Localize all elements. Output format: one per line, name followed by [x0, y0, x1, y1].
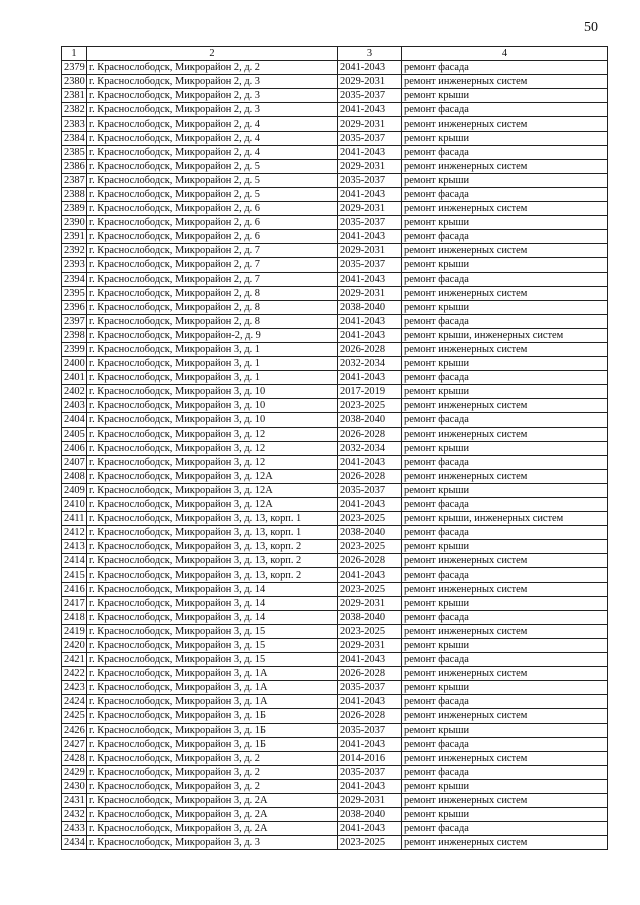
work-type-cell: ремонт инженерных систем — [402, 836, 608, 850]
table-row — [62, 596, 608, 610]
row-number: 2421 — [62, 653, 87, 667]
row-number: 2386 — [62, 159, 87, 173]
work-type-cell: ремонт фасада — [402, 695, 608, 709]
address-cell: г. Краснослободск, Микрорайон 2, д. 8 — [87, 286, 338, 300]
work-type-cell: ремонт инженерных систем — [402, 342, 608, 356]
work-type-cell: ремонт инженерных систем — [402, 399, 608, 413]
row-number: 2406 — [62, 441, 87, 455]
row-number: 2425 — [62, 709, 87, 723]
table-row — [62, 455, 608, 469]
address-cell: г. Краснослободск, Микрорайон 2, д. 3 — [87, 103, 338, 117]
row-number: 2396 — [62, 300, 87, 314]
period-cell: 2041-2043 — [338, 272, 402, 286]
table-row — [62, 554, 608, 568]
table-row — [62, 610, 608, 624]
work-type-cell: ремонт инженерных систем — [402, 709, 608, 723]
work-type-cell: ремонт инженерных систем — [402, 159, 608, 173]
table-row — [62, 469, 608, 483]
period-cell: 2026-2028 — [338, 342, 402, 356]
period-cell: 2023-2025 — [338, 540, 402, 554]
row-number: 2430 — [62, 779, 87, 793]
row-number: 2383 — [62, 117, 87, 131]
table-row — [62, 258, 608, 272]
table-row — [62, 244, 608, 258]
row-number: 2415 — [62, 568, 87, 582]
address-cell: г. Краснослободск, Микрорайон 2, д. 4 — [87, 145, 338, 159]
row-number: 2399 — [62, 342, 87, 356]
period-cell: 2035-2037 — [338, 216, 402, 230]
table-row — [62, 808, 608, 822]
table-row — [62, 540, 608, 554]
table-row — [62, 667, 608, 681]
row-number: 2379 — [62, 61, 87, 75]
period-cell: 2026-2028 — [338, 427, 402, 441]
row-number: 2394 — [62, 272, 87, 286]
period-cell: 2038-2040 — [338, 610, 402, 624]
table-row — [62, 117, 608, 131]
period-cell: 2029-2031 — [338, 286, 402, 300]
work-type-cell: ремонт фасада — [402, 455, 608, 469]
row-number: 2424 — [62, 695, 87, 709]
period-cell: 2035-2037 — [338, 173, 402, 187]
row-number: 2400 — [62, 357, 87, 371]
address-cell: г. Краснослободск, Микрорайон 3, д. 13, корп. 2 — [87, 568, 338, 582]
row-number: 2397 — [62, 314, 87, 328]
row-number: 2404 — [62, 413, 87, 427]
row-number: 2427 — [62, 737, 87, 751]
table-row — [62, 328, 608, 342]
work-type-cell: ремонт крыши — [402, 131, 608, 145]
period-cell: 2041-2043 — [338, 145, 402, 159]
work-type-cell: ремонт крыши — [402, 638, 608, 652]
work-type-cell: ремонт инженерных систем — [402, 469, 608, 483]
work-type-cell: ремонт крыши — [402, 216, 608, 230]
row-number: 2384 — [62, 131, 87, 145]
table-row — [62, 498, 608, 512]
address-cell: г. Краснослободск, Микрорайон 3, д. 1А — [87, 681, 338, 695]
table-row — [62, 75, 608, 89]
period-cell: 2041-2043 — [338, 230, 402, 244]
period-cell: 2041-2043 — [338, 779, 402, 793]
address-cell: г. Краснослободск, Микрорайон 3, д. 12А — [87, 469, 338, 483]
work-type-cell: ремонт инженерных систем — [402, 667, 608, 681]
address-cell: г. Краснослободск, Микрорайон 3, д. 1Б — [87, 723, 338, 737]
work-type-cell: ремонт фасада — [402, 822, 608, 836]
address-cell: г. Краснослободск, Микрорайон 2, д. 6 — [87, 202, 338, 216]
work-type-cell: ремонт фасада — [402, 737, 608, 751]
work-type-cell: ремонт фасада — [402, 413, 608, 427]
row-number: 2434 — [62, 836, 87, 850]
table-row — [62, 441, 608, 455]
period-cell: 2041-2043 — [338, 187, 402, 201]
row-number: 2403 — [62, 399, 87, 413]
work-type-cell: ремонт фасада — [402, 145, 608, 159]
work-type-cell: ремонт фасада — [402, 272, 608, 286]
table-row — [62, 61, 608, 75]
address-cell: г. Краснослободск, Микрорайон 2, д. 5 — [87, 187, 338, 201]
period-cell: 2035-2037 — [338, 483, 402, 497]
table-row — [62, 638, 608, 652]
work-type-cell: ремонт инженерных систем — [402, 286, 608, 300]
table-row — [62, 723, 608, 737]
address-cell: г. Краснослободск, Микрорайон 3, д. 10 — [87, 399, 338, 413]
work-type-cell: ремонт фасада — [402, 653, 608, 667]
row-number: 2395 — [62, 286, 87, 300]
work-type-cell: ремонт инженерных систем — [402, 793, 608, 807]
period-cell: 2029-2031 — [338, 202, 402, 216]
address-cell: г. Краснослободск, Микрорайон 3, д. 13, корп. 2 — [87, 554, 338, 568]
period-cell: 2038-2040 — [338, 413, 402, 427]
row-number: 2410 — [62, 498, 87, 512]
address-cell: г. Краснослободск, Микрорайон 3, д. 12А — [87, 498, 338, 512]
address-cell: г. Краснослободск, Микрорайон 3, д. 1Б — [87, 737, 338, 751]
period-cell: 2041-2043 — [338, 695, 402, 709]
work-type-cell: ремонт инженерных систем — [402, 751, 608, 765]
address-cell: г. Краснослободск, Микрорайон 3, д. 3 — [87, 836, 338, 850]
address-cell: г. Краснослободск, Микрорайон 3, д. 2А — [87, 822, 338, 836]
work-type-cell: ремонт фасада — [402, 568, 608, 582]
row-number: 2420 — [62, 638, 87, 652]
work-type-cell: ремонт фасада — [402, 230, 608, 244]
work-type-cell: ремонт крыши — [402, 173, 608, 187]
period-cell: 2029-2031 — [338, 117, 402, 131]
period-cell: 2026-2028 — [338, 709, 402, 723]
table-row — [62, 695, 608, 709]
row-number: 2391 — [62, 230, 87, 244]
table-row — [62, 202, 608, 216]
row-number: 2426 — [62, 723, 87, 737]
address-cell: г. Краснослободск, Микрорайон 2, д. 4 — [87, 131, 338, 145]
row-number: 2388 — [62, 187, 87, 201]
row-number: 2390 — [62, 216, 87, 230]
row-number: 2387 — [62, 173, 87, 187]
row-number: 2382 — [62, 103, 87, 117]
work-type-cell: ремонт крыши — [402, 89, 608, 103]
work-type-cell: ремонт крыши — [402, 779, 608, 793]
row-number: 2389 — [62, 202, 87, 216]
address-cell: г. Краснослободск, Микрорайон 2, д. 7 — [87, 272, 338, 286]
period-cell: 2023-2025 — [338, 582, 402, 596]
work-type-cell: ремонт крыши, инженерных систем — [402, 512, 608, 526]
period-cell: 2017-2019 — [338, 385, 402, 399]
period-cell: 2029-2031 — [338, 244, 402, 258]
table-header — [62, 47, 608, 61]
address-cell: г. Краснослободск, Микрорайон 3, д. 15 — [87, 653, 338, 667]
address-cell: г. Краснослободск, Микрорайон 3, д. 14 — [87, 596, 338, 610]
address-cell: г. Краснослободск, Микрорайон 2, д. 5 — [87, 173, 338, 187]
address-cell: г. Краснослободск, Микрорайон 2, д. 3 — [87, 89, 338, 103]
table-row — [62, 512, 608, 526]
period-cell: 2029-2031 — [338, 793, 402, 807]
work-type-cell: ремонт фасада — [402, 61, 608, 75]
address-cell: г. Краснослободск, Микрорайон 3, д. 1Б — [87, 709, 338, 723]
work-type-cell: ремонт крыши — [402, 300, 608, 314]
row-number: 2431 — [62, 793, 87, 807]
table-row — [62, 427, 608, 441]
row-number: 2428 — [62, 751, 87, 765]
row-number: 2398 — [62, 328, 87, 342]
row-number: 2423 — [62, 681, 87, 695]
row-number: 2416 — [62, 582, 87, 596]
period-cell: 2041-2043 — [338, 103, 402, 117]
address-cell: г. Краснослободск, Микрорайон 2, д. 7 — [87, 258, 338, 272]
work-type-cell: ремонт инженерных систем — [402, 75, 608, 89]
row-number: 2408 — [62, 469, 87, 483]
table-row — [62, 103, 608, 117]
period-cell: 2041-2043 — [338, 568, 402, 582]
address-cell: г. Краснослободск, Микрорайон 2, д. 3 — [87, 75, 338, 89]
table-body — [62, 61, 608, 850]
period-cell: 2041-2043 — [338, 737, 402, 751]
work-type-cell: ремонт инженерных систем — [402, 244, 608, 258]
row-number: 2429 — [62, 765, 87, 779]
header-col-3: 3 — [338, 47, 402, 61]
period-cell: 2038-2040 — [338, 526, 402, 540]
work-type-cell: ремонт крыши — [402, 808, 608, 822]
period-cell: 2029-2031 — [338, 596, 402, 610]
period-cell: 2032-2034 — [338, 357, 402, 371]
table-row — [62, 385, 608, 399]
address-cell: г. Краснослободск, Микрорайон 2, д. 6 — [87, 216, 338, 230]
work-type-cell: ремонт крыши — [402, 540, 608, 554]
row-number: 2385 — [62, 145, 87, 159]
table-row — [62, 230, 608, 244]
table-row — [62, 159, 608, 173]
period-cell: 2023-2025 — [338, 512, 402, 526]
table-row — [62, 751, 608, 765]
period-cell: 2041-2043 — [338, 61, 402, 75]
period-cell: 2041-2043 — [338, 498, 402, 512]
table-row — [62, 371, 608, 385]
period-cell: 2041-2043 — [338, 328, 402, 342]
period-cell: 2026-2028 — [338, 554, 402, 568]
table-row — [62, 624, 608, 638]
work-type-cell: ремонт крыши — [402, 681, 608, 695]
table-row — [62, 357, 608, 371]
row-number: 2411 — [62, 512, 87, 526]
row-number: 2422 — [62, 667, 87, 681]
address-cell: г. Краснослободск, Микрорайон 2, д. 4 — [87, 117, 338, 131]
period-cell: 2026-2028 — [338, 667, 402, 681]
address-cell: г. Краснослободск, Микрорайон 3, д. 1 — [87, 357, 338, 371]
address-cell: г. Краснослободск, Микрорайон 3, д. 13, корп. 1 — [87, 526, 338, 540]
table-row — [62, 314, 608, 328]
row-number: 2381 — [62, 89, 87, 103]
header-col-4: 4 — [402, 47, 608, 61]
row-number: 2419 — [62, 624, 87, 638]
address-cell: г. Краснослободск, Микрорайон 2, д. 6 — [87, 230, 338, 244]
row-number: 2380 — [62, 75, 87, 89]
header-col-2: 2 — [87, 47, 338, 61]
address-cell: г. Краснослободск, Микрорайон 3, д. 10 — [87, 385, 338, 399]
table-row — [62, 89, 608, 103]
work-type-cell: ремонт крыши — [402, 596, 608, 610]
period-cell: 2023-2025 — [338, 624, 402, 638]
work-type-cell: ремонт фасада — [402, 187, 608, 201]
table-row — [62, 173, 608, 187]
address-cell: г. Краснослободск, Микрорайон 3, д. 2А — [87, 808, 338, 822]
work-type-cell: ремонт фасада — [402, 526, 608, 540]
table-row — [62, 286, 608, 300]
table-row — [62, 300, 608, 314]
row-number: 2433 — [62, 822, 87, 836]
address-cell: г. Краснослободск, Микрорайон 3, д. 14 — [87, 610, 338, 624]
period-cell: 2014-2016 — [338, 751, 402, 765]
table-row — [62, 836, 608, 850]
address-cell: г. Краснослободск, Микрорайон 3, д. 1А — [87, 695, 338, 709]
row-number: 2418 — [62, 610, 87, 624]
row-number: 2414 — [62, 554, 87, 568]
table-row — [62, 483, 608, 497]
row-number: 2432 — [62, 808, 87, 822]
table-row — [62, 793, 608, 807]
table-row — [62, 399, 608, 413]
row-number: 2412 — [62, 526, 87, 540]
period-cell: 2035-2037 — [338, 89, 402, 103]
table-row — [62, 822, 608, 836]
address-cell: г. Краснослободск, Микрорайон 3, д. 14 — [87, 582, 338, 596]
table-row — [62, 582, 608, 596]
table-row — [62, 131, 608, 145]
table-row — [62, 145, 608, 159]
address-cell: г. Краснослободск, Микрорайон 3, д. 10 — [87, 413, 338, 427]
period-cell: 2041-2043 — [338, 455, 402, 469]
address-cell: г. Краснослободск, Микрорайон 3, д. 1 — [87, 342, 338, 356]
period-cell: 2035-2037 — [338, 723, 402, 737]
period-cell: 2035-2037 — [338, 258, 402, 272]
address-cell: г. Краснослободск, Микрорайон 3, д. 2 — [87, 765, 338, 779]
table-row — [62, 187, 608, 201]
address-cell: г. Краснослободск, Микрорайон 3, д. 2 — [87, 779, 338, 793]
address-cell: г. Краснослободск, Микрорайон 3, д. 13, корп. 2 — [87, 540, 338, 554]
work-type-cell: ремонт инженерных систем — [402, 427, 608, 441]
period-cell: 2035-2037 — [338, 765, 402, 779]
period-cell: 2023-2025 — [338, 836, 402, 850]
period-cell: 2023-2025 — [338, 399, 402, 413]
header-col-1: 1 — [62, 47, 87, 61]
work-type-cell: ремонт крыши, инженерных систем — [402, 328, 608, 342]
work-type-cell: ремонт фасада — [402, 498, 608, 512]
period-cell: 2038-2040 — [338, 300, 402, 314]
address-cell: г. Краснослободск, Микрорайон 2, д. 5 — [87, 159, 338, 173]
address-cell: г. Краснослободск, Микрорайон 2, д. 8 — [87, 300, 338, 314]
table-row — [62, 526, 608, 540]
work-type-cell: ремонт инженерных систем — [402, 624, 608, 638]
period-cell: 2041-2043 — [338, 314, 402, 328]
table-row — [62, 779, 608, 793]
row-number: 2402 — [62, 385, 87, 399]
row-number: 2393 — [62, 258, 87, 272]
table-row — [62, 653, 608, 667]
period-cell: 2026-2028 — [338, 469, 402, 483]
address-cell: г. Краснослободск, Микрорайон 3, д. 12А — [87, 483, 338, 497]
address-cell: г. Краснослободск, Микрорайон 3, д. 1А — [87, 667, 338, 681]
table-row — [62, 709, 608, 723]
table-row — [62, 737, 608, 751]
address-cell: г. Краснослободск, Микрорайон 3, д. 2 — [87, 751, 338, 765]
address-cell: г. Краснослободск, Микрорайон 3, д. 12 — [87, 441, 338, 455]
repair-schedule-table — [61, 46, 608, 850]
work-type-cell: ремонт крыши — [402, 723, 608, 737]
work-type-cell: ремонт инженерных систем — [402, 117, 608, 131]
row-number: 2409 — [62, 483, 87, 497]
period-cell: 2029-2031 — [338, 75, 402, 89]
table-row — [62, 765, 608, 779]
row-number: 2417 — [62, 596, 87, 610]
row-number: 2407 — [62, 455, 87, 469]
work-type-cell: ремонт крыши — [402, 441, 608, 455]
period-cell: 2029-2031 — [338, 638, 402, 652]
period-cell: 2041-2043 — [338, 653, 402, 667]
address-cell: г. Краснослободск, Микрорайон 2, д. 7 — [87, 244, 338, 258]
table-row — [62, 342, 608, 356]
work-type-cell: ремонт крыши — [402, 385, 608, 399]
period-cell: 2035-2037 — [338, 681, 402, 695]
period-cell: 2038-2040 — [338, 808, 402, 822]
work-type-cell: ремонт инженерных систем — [402, 554, 608, 568]
work-type-cell: ремонт инженерных систем — [402, 202, 608, 216]
table-row — [62, 568, 608, 582]
period-cell: 2029-2031 — [338, 159, 402, 173]
address-cell: г. Краснослободск, Микрорайон 2, д. 2 — [87, 61, 338, 75]
work-type-cell: ремонт фасада — [402, 103, 608, 117]
header-row — [62, 47, 608, 61]
work-type-cell: ремонт крыши — [402, 483, 608, 497]
period-cell: 2035-2037 — [338, 131, 402, 145]
period-cell: 2032-2034 — [338, 441, 402, 455]
row-number: 2413 — [62, 540, 87, 554]
address-cell: г. Краснослободск, Микрорайон 3, д. 12 — [87, 455, 338, 469]
table-row — [62, 681, 608, 695]
work-type-cell: ремонт фасада — [402, 314, 608, 328]
work-type-cell: ремонт инженерных систем — [402, 582, 608, 596]
table-row — [62, 413, 608, 427]
work-type-cell: ремонт крыши — [402, 357, 608, 371]
table-row — [62, 216, 608, 230]
row-number: 2401 — [62, 371, 87, 385]
page-number: 50 — [584, 20, 598, 35]
address-cell: г. Краснослободск, Микрорайон 3, д. 12 — [87, 427, 338, 441]
period-cell: 2041-2043 — [338, 822, 402, 836]
address-cell: г. Краснослободск, Микрорайон 2, д. 8 — [87, 314, 338, 328]
work-type-cell: ремонт фасада — [402, 371, 608, 385]
address-cell: г. Краснослободск, Микрорайон-2, д. 9 — [87, 328, 338, 342]
work-type-cell: ремонт фасада — [402, 765, 608, 779]
address-cell: г. Краснослободск, Микрорайон 3, д. 2А — [87, 793, 338, 807]
address-cell: г. Краснослободск, Микрорайон 3, д. 15 — [87, 638, 338, 652]
address-cell: г. Краснослободск, Микрорайон 3, д. 15 — [87, 624, 338, 638]
work-type-cell: ремонт фасада — [402, 610, 608, 624]
period-cell: 2041-2043 — [338, 371, 402, 385]
row-number: 2392 — [62, 244, 87, 258]
work-type-cell: ремонт крыши — [402, 258, 608, 272]
row-number: 2405 — [62, 427, 87, 441]
table-row — [62, 272, 608, 286]
address-cell: г. Краснослободск, Микрорайон 3, д. 1 — [87, 371, 338, 385]
address-cell: г. Краснослободск, Микрорайон 3, д. 13, корп. 1 — [87, 512, 338, 526]
